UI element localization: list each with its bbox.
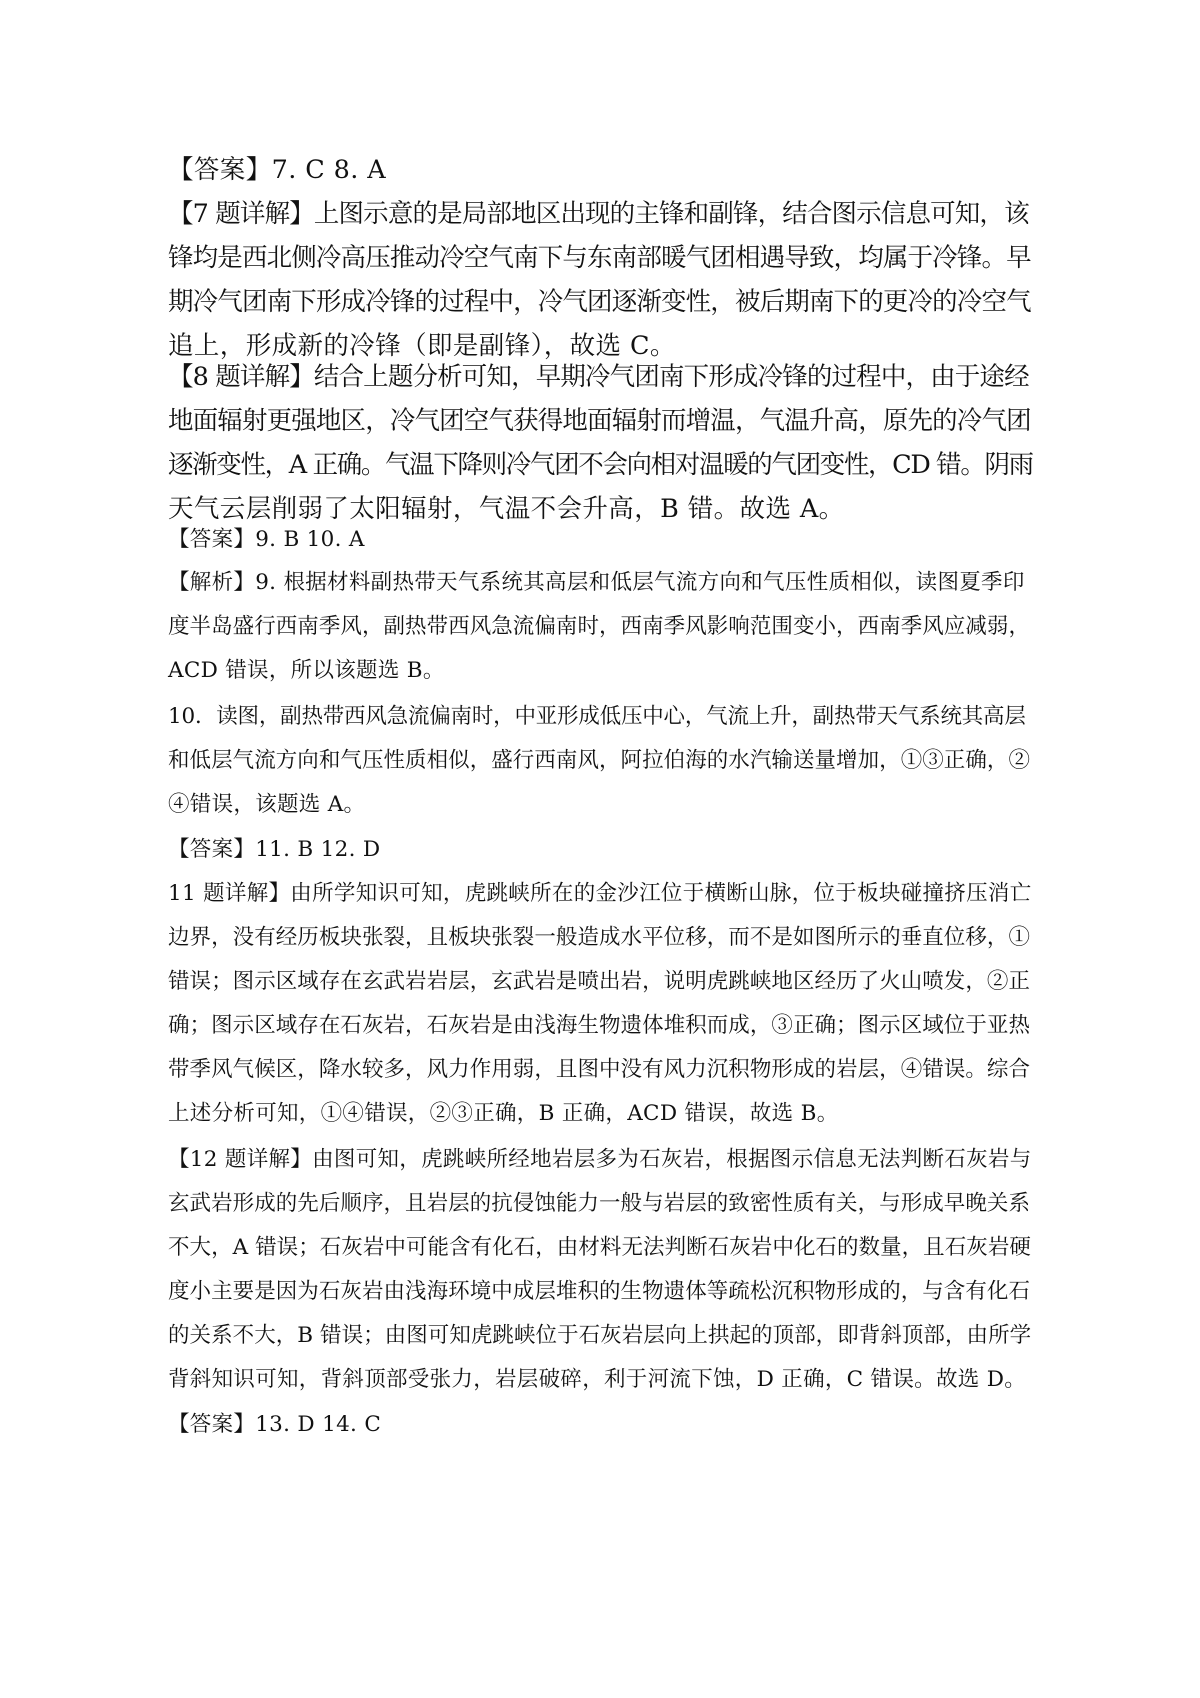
analysis-10 [168,695,1034,827]
text-line: 带季风气候区，降水较多，风力作用弱，且图中没有风力沉积物形成的岩层，④错误。综合 [168,1057,1031,1082]
text-line: 边界，没有经历板块张裂，且板块张裂一般造成水平位移，而不是如图所示的垂直位移，① [168,925,1031,950]
answer-11-12 [168,828,1034,872]
text-line: 【解析】9. 根据材料副热带天气系统其高层和低层气流方向和气压性质相似，读图夏季印 [168,570,1025,595]
text-line: 【答案】9. B 10. A [168,527,365,552]
text-line: ④错误，该题选 A。 [168,792,366,817]
text-line: 【7 题详解】上图示意的是局部地区出现的主锋和副锋，结合图示信息可知，该 [168,199,1029,229]
text-line: 【12 题详解】由图可知，虎跳峡所经地岩层多为石灰岩，根据图示信息无法判断石灰岩与 [168,1147,1032,1172]
answer-9-10 [168,518,1034,562]
text-line: 的关系不大，B 错误；由图可知虎跳峡位于石灰岩层向上拱起的顶部，即背斜顶部，由所学 [168,1323,1032,1348]
answer-13-14 [168,1403,1034,1447]
text-line: 期冷气团南下形成冷锋的过程中，冷气团逐渐变性，被后期南下的更冷的冷空气 [168,287,1031,317]
text-line: 【答案】13. D 14. C [168,1412,382,1437]
explain-11 [168,872,1034,1136]
text-line: 【8 题详解】结合上题分析可知，早期冷气团南下形成冷锋的过程中，由于途经 [168,362,1029,392]
text-line: 玄武岩形成的先后顺序，且岩层的抗侵蚀能力一般与岩层的致密性质有关，与形成早晚关系 [168,1191,1031,1216]
explain-12 [168,1138,1034,1402]
text-line: 追上，形成新的冷锋（即是副锋），故选 C。 [168,331,676,361]
text-line: 10．读图，副热带西风急流偏南时，中亚形成低压中心，气流上升，副热带天气系统其高层 [168,704,1026,729]
explain-8 [168,355,1034,531]
explain-7 [168,192,1034,368]
text-line: ACD 错误，所以该题选 B。 [168,658,445,683]
text-line: 错误；图示区域存在玄武岩岩层，玄武岩是喷出岩，说明虎跳峡地区经历了火山喷发，②正 [168,969,1031,994]
text-line: 11 题详解】由所学知识可知，虎跳峡所在的金沙江位于横断山脉，位于板块碰撞挤压消亡 [168,881,1032,906]
text-line: 和低层气流方向和气压性质相似，盛行西南风，阿拉伯海的水汽输送量增加，①③正确，② [168,748,1031,773]
text-line: 逐渐变性，A 正确。气温下降则冷气团不会向相对温暖的气团变性，CD 错。阴雨 [168,450,1033,480]
text-line: 【答案】11. B 12. D [168,837,381,862]
text-line: 上述分析可知，①④错误，②③正确，B 正确，ACD 错误，故选 B。 [168,1101,839,1126]
text-line: 度半岛盛行西南季风，副热带西风急流偏南时，西南季风影响范围变小，西南季风应减弱， [168,614,1031,639]
text-line: 地面辐射更强地区，冷气团空气获得地面辐射而增温，气温升高，原先的冷气团 [168,406,1031,436]
text-line: 确；图示区域存在石灰岩，石灰岩是由浅海生物遗体堆积而成，③正确；图示区域位于亚热 [168,1013,1031,1038]
text-line: 锋均是西北侧冷高压推动冷空气南下与东南部暖气团相遇导致，均属于冷锋。早 [168,243,1031,273]
text-line: 不大，A 错误；石灰岩中可能含有化石，由材料无法判断石灰岩中化石的数量，且石灰岩硬 [168,1235,1031,1260]
answer-7-8 [168,148,1034,192]
text-line: 【答案】7. C 8. A [168,155,387,185]
text-line: 背斜知识可知，背斜顶部受张力，岩层破碎，利于河流下蚀，D 正确，C 错误。故选 D。 [168,1367,1027,1392]
text-line: 天气云层削弱了太阳辐射，气温不会升高，B 错。故选 A。 [168,494,845,524]
text-line: 度小主要是因为石灰岩由浅海环境中成层堆积的生物遗体等疏松沉积物形成的，与含有化石 [168,1279,1031,1304]
analysis-9 [168,561,1034,693]
